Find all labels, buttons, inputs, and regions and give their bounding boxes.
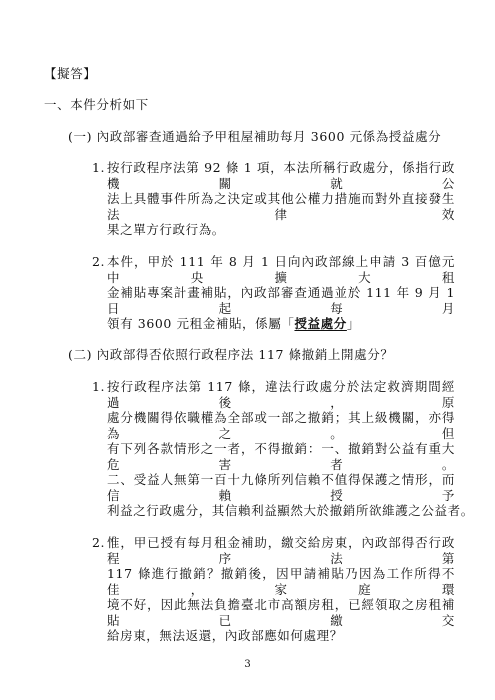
sub1-item2-line-3-suffix: 」 [346,316,360,331]
sub1-item2-line-3-prefix: 領有 3600 元租金補貼，係屬「 [107,316,295,331]
sub2-item2-number: 2. [92,535,106,550]
subsection-one-title: (一) 內政部審查通過給予甲租屋補助每月 3600 元係為授益處分 [68,129,442,144]
sub2-item1-line-3: 有下列各款情形之一者，不得撤銷：一、撤銷對公益有重大危害者。 [107,441,455,472]
sub2-item1-line-1: 按行政程序法第 117 條，違法行政處分於法定救濟期間經過後，原 [107,379,455,410]
sub2-item1-line-2: 處分機關得依職權為全部或一部之撤銷；其上級機關，亦得為之。但 [107,410,455,441]
sub2-item2-line-3: 境不好，因此無法負擔臺北市高額房租，已經領取之房租補貼已繳交 [107,597,455,628]
sub1-item2-number: 2. [92,254,106,269]
sub2-item1-line-4: 二、受益人無第一百十九條所列信賴不值得保護之情形，而信賴授予 [107,472,455,503]
sub1-item2-line-3 [107,316,360,332]
page-number: 3 [244,659,251,670]
answer-heading: 【擬答】 [44,66,97,81]
sub2-item1-line-5: 利益之行政處分，其信賴利益顯然大於撤銷所欲維護之公益者。 [107,503,474,518]
sub2-item1-number: 1. [92,379,106,394]
sub1-item2-line-2: 金補貼專案計畫補貼，內政部審查通過並於 111 年 9 月 1 日起每月 [107,285,455,316]
sub2-item2-line-4: 給房東，無法返還，內政部應如何處理？ [107,628,343,643]
sub1-item1-number: 1. [92,160,106,175]
sub1-item1-line-1: 按行政程序法第 92 條 1 項，本法所稱行政處分，係指行政機關就公 [107,160,455,191]
sub2-item2-line-2: 117 條進行撤銷？撤銷後，因甲請補貼乃因為工作所得不佳，家庭環 [107,566,455,597]
sub2-item2-line-1: 惟，甲已授有每月租金補助，繳交給房東，內政部得否行政程序法第 [107,535,455,566]
section-one-title: 一、本件分析如下 [44,97,149,112]
sub1-item1-line-3: 果之單方行政行為。 [107,222,225,237]
subsection-two-title: (二) 內政部得否依照行政程序法 117 條撤銷上開處分？ [68,347,394,362]
sub1-item2-line-1: 本件，甲於 111 年 8 月 1 日向內政部線上申請 3 百億元中央擴大租 [107,254,455,285]
sub1-item1-line-2: 法上具體事件所為之決定或其他公權力措施而對外直接發生法律效 [107,191,455,222]
beneficial-administrative-act-emphasis: 授益處分 [294,316,347,331]
